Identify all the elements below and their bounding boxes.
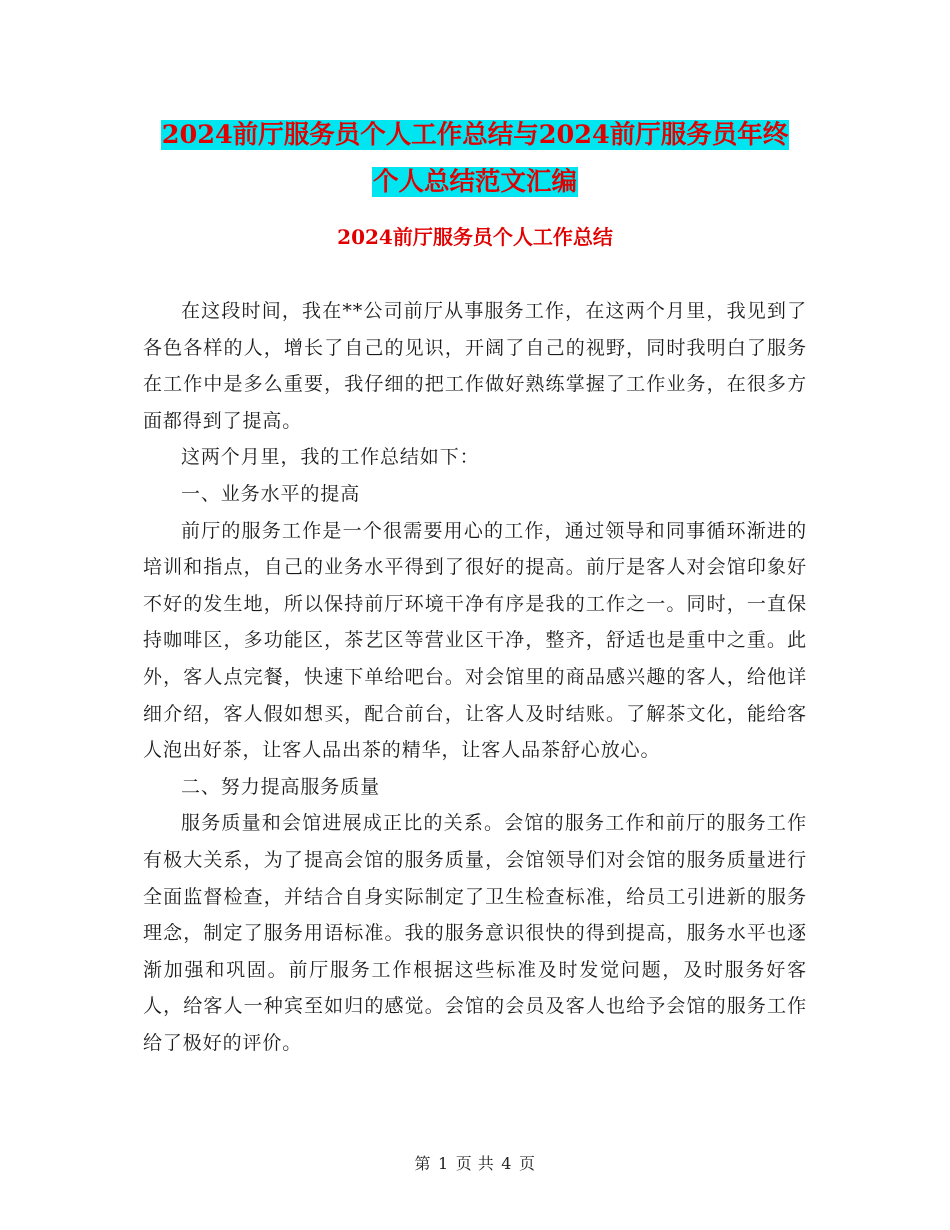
footer-prefix: 第 [414,1154,432,1173]
document-body [143,293,807,1061]
footer-suffix: 页 [518,1154,536,1173]
title-line-1: 2024前厅服务员个人工作总结与2024前厅服务员年终 [161,120,789,150]
title-line-2: 个人总结范文汇编 [372,167,577,197]
section-heading: 2024前厅服务员个人工作总结 [337,225,613,249]
footer-middle: 页 共 [455,1154,495,1173]
page-footer [0,1152,950,1176]
subheading: 二、努力提高服务质量 [181,775,381,798]
total-pages: 4 [501,1154,512,1173]
paragraph: 前厅的服务工作是一个很需要用心的工作，通过领导和同事循环渐进的培训和指点，自己的业务水平得到了很好的提高。前厅是客人对会馆印象好不好的发生地，所以保持前厅环境干净有序是我的工作之一。同时，一直保持咖啡区，多功能区，茶艺区等营业区干净，整齐，舒适也是重中之重。此外，客人点完餐，快速下单给吧台。对会馆里的商品感兴趣的客人，给他详细介绍，客人假如想买，配合前台，让客人及时结账。了解茶文化，能给客人泡出好茶，让客人品出茶的精华，让客人品茶舒心放心。 [143,519,807,762]
paragraph: 服务质量和会馆进展成正比的关系。会馆的服务工作和前厅的服务工作有极大关系，为了提高会馆的服务质量，会馆领导们对会馆的服务质量进行全面监督检查，并结合自身实际制定了卫生检查标准，给员工引进新的服务理念，制定了服务用语标准。我的服务意识很快的得到提高，服务水平也逐渐加强和巩固。前厅服务工作根据这些标准及时发觉问题，及时服务好客人，给客人一种宾至如归的感觉。会馆的会员及客人也给予会馆的服务工作给了极好的评价。 [143,812,807,1054]
paragraph: 这两个月里，我的工作总结如下： [181,446,480,469]
page-number: 1 [438,1154,449,1173]
paragraph: 在这段时间，我在**公司前厅从事服务工作，在这两个月里，我见到了各色各样的人，增长了自己的见识，开阔了自己的视野，同时我明白了服务在工作中是多么重要，我仔细的把工作做好熟练掌握了工作业务，在很多方面都得到了提高。 [143,300,807,432]
subheading: 一、业务水平的提高 [181,482,361,505]
document-title [0,112,950,206]
